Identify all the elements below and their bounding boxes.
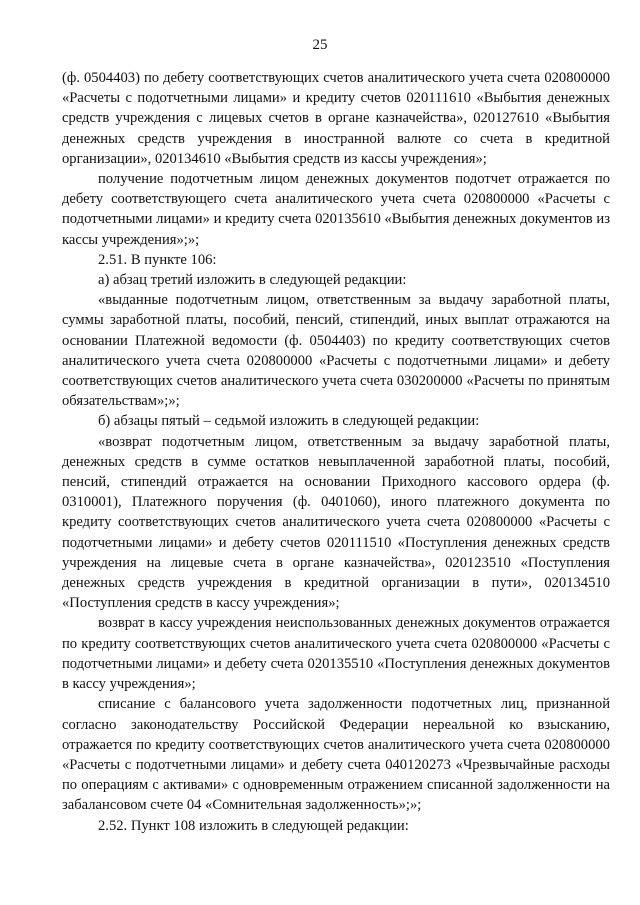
page-number: 25 xyxy=(312,37,328,53)
paragraph: возврат в кассу учреждения неиспользованных денежных документов отражается по кредиту соответствующих счетов аналитического учета счета 020800000 «Расчеты с подотчетными лицами» и дебету счета 020135510 «Поступления денежных документов в кассу учреждения»; xyxy=(62,615,610,693)
clause-heading: 2.51. В пункте 106: xyxy=(98,251,217,268)
paragraph: б) абзацы пятый – седьмой изложить в следующей редакции: xyxy=(98,413,480,430)
paragraph-continuation: (ф. 0504403) по дебету соответствующих счетов аналитического учета счета 020800000 «Расчеты с подотчетными лицами» и кредиту счетов 020111610 «Выбытия денежных средств учреждения с лицевых счетов в органе казначейства», 020127610 «Выбытия денежных средств учреждения в иностранной валюте со счета в кредитной организации», 020134610 «Выбытия средств из кассы учреждения»; xyxy=(62,70,610,167)
paragraph: списание с балансового учета задолженности подотчетных лиц, признанной согласно законодательству Российской Федерации нереальной ко взысканию, отражается по кредиту соответствующих счетов аналитического учета счета 020800000 «Расчеты с подотчетными лицами» и дебету счета 040120273 «Чрезвычайные расходы по операциям с активами» с одновременным отражением списанной задолженности на забалансовом счете 04 «Сомнительная задолженность»;»; xyxy=(62,696,610,814)
paragraph: «выданные подотчетным лицом, ответственным за выдачу заработной платы, суммы заработной платы, пособий, пенсий, стипендий, иных выплат отражаются на основании Платежной ведомости (ф. 0504403) по кредиту соответствующих счетов аналитического учета счета 020800000 «Расчеты с подотчетными лицами» и дебету соответствующих счетов аналитического учета счета 030200000 «Расчеты по принятым обязательствам»;»; xyxy=(62,292,610,410)
clause-heading: 2.52. Пункт 108 изложить в следующей редакции: xyxy=(98,817,409,834)
paragraph: а) абзац третий изложить в следующей редакции: xyxy=(98,272,407,289)
paragraph: получение подотчетным лицом денежных документов подотчет отражается по дебету соответствующего счета аналитического учета счета 020800000 «Расчеты с подотчетными лицами» и кредиту счета 020135610 «Выбытия денежных документов из кассы учреждения»;»; xyxy=(62,171,610,248)
document-body xyxy=(62,68,610,836)
paragraph: «возврат подотчетным лицом, ответственным за выдачу заработной платы, денежных средств в сумме остатков невыплаченной заработной платы, пособий, пенсий, стипендий отражается на основании Приходного кассового ордера (ф. 0310001), Платежного поручения (ф. 0401060), иного платежного документа по кредиту соответствующих счетов аналитического учета счета 020800000 «Расчеты с подотчетными лицами» и дебету счетов 020111510 «Поступления денежных средств учреждения на лицевые счета в органе казначейства», 020123510 «Поступления денежных средств учреждения в кредитной организации в пути», 020134510 «Поступления средств в кассу учреждения»; xyxy=(62,433,610,612)
